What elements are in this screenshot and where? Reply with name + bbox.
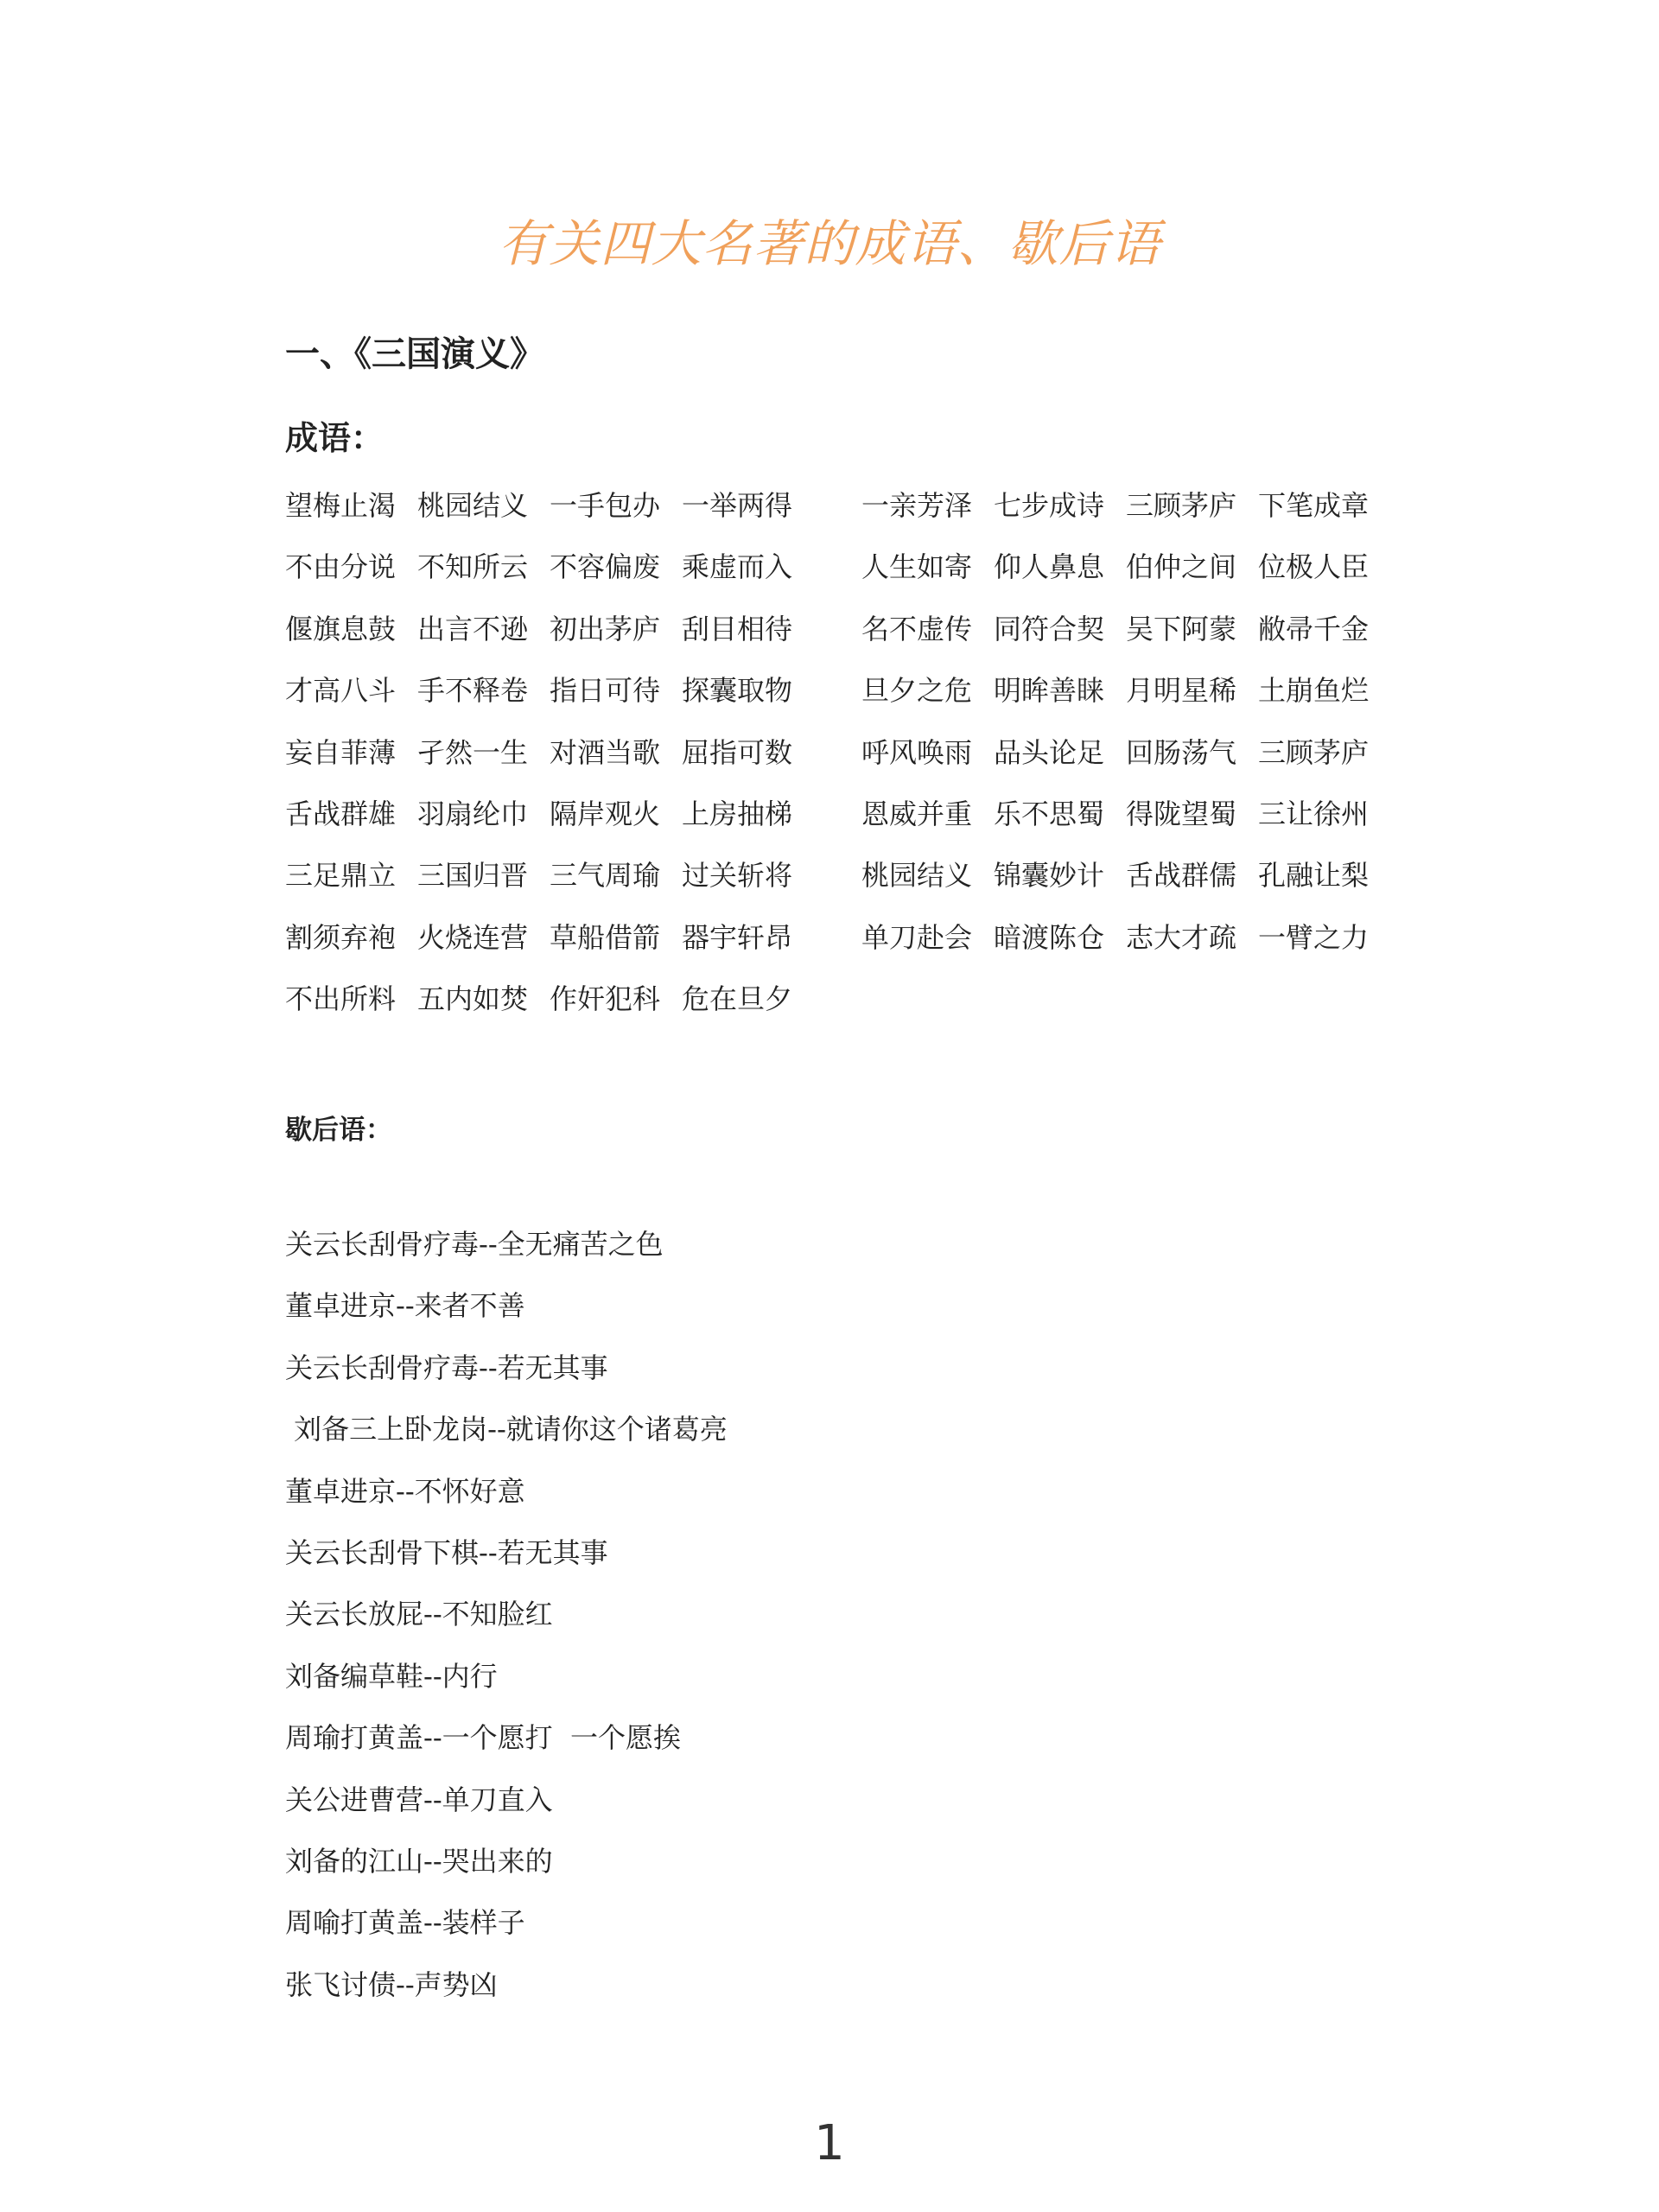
idiom: 不知所云 [417,550,529,584]
idiom-row [861,545,1390,607]
idiom: 三气周瑜 [550,859,661,893]
idiom: 旦夕之危 [861,674,973,708]
idiom: 羽扇纶巾 [417,797,529,830]
idiom: 七步成诗 [994,489,1105,522]
idiom: 刮目相待 [682,612,793,645]
idiom: 出言不逊 [417,612,529,645]
idiom: 名不虚传 [861,612,973,645]
idiom: 指日可待 [550,674,661,708]
idiom: 器宇轩昂 [682,920,793,954]
idiom: 手不释卷 [417,674,529,708]
idiom: 初出茅庐 [550,612,661,645]
idiom: 舌战群雄 [285,797,397,830]
document-title: 有关四大名著的成语、歇后语 [498,214,1161,273]
xiehouyu-item: 关云长刮骨下棋--若无其事 [285,1535,608,1569]
xiehouyu-item: 董卓进京--不怀好意 [285,1474,525,1508]
idiom: 割须弃袍 [285,920,397,954]
idiom: 人生如寄 [861,550,973,584]
idioms-heading: 成语： [285,419,385,457]
idiom: 草船借箭 [550,920,661,954]
idiom: 一举两得 [682,489,793,522]
xiehouyu-list [285,1223,728,2024]
idiom: 舌战群儒 [1126,859,1237,893]
idiom: 回肠荡气 [1126,735,1237,769]
idiom-row [861,731,1390,792]
idiom: 位极人臣 [1258,550,1370,584]
idiom-row [861,916,1390,977]
idiom: 吴下阿蒙 [1126,612,1237,645]
idiom: 品头论足 [994,735,1105,769]
idiom: 三顾茅庐 [1258,735,1370,769]
idiom: 三顾茅庐 [1126,489,1237,522]
idiom-row [285,484,814,545]
idiom: 孔融让梨 [1258,859,1370,893]
xiehouyu-item: 关云长刮骨疗毒--若无其事 [285,1351,608,1384]
idiom-list-right [861,484,1390,977]
idiom: 作奸犯科 [550,982,661,1016]
idiom-row [861,792,1390,854]
xiehouyu-item: 刘备编草鞋--内行 [285,1659,498,1693]
idiom: 不由分说 [285,550,397,584]
idiom: 土崩鱼烂 [1258,674,1370,708]
xiehouyu-item: 周瑜打黄盖--一个愿打 一个愿挨 [285,1721,681,1755]
idiom: 一手包办 [550,489,661,522]
idiom: 不出所料 [285,982,397,1016]
idiom-row [285,977,814,1039]
idiom: 桃园结义 [861,859,973,893]
idiom: 探囊取物 [682,674,793,708]
section-heading: 一、《三国演义》 [285,334,544,374]
idiom: 隔岸观火 [550,797,661,830]
idiom: 三足鼎立 [285,859,397,893]
idiom-row [285,607,814,669]
xiehouyu-item: 关云长放屁--不知脸红 [285,1598,553,1631]
xiehouyu-item: 关云长刮骨疗毒--全无痛苦之色 [285,1228,664,1261]
idiom: 妄自菲薄 [285,735,397,769]
idiom: 一亲芳泽 [861,489,973,522]
idiom-row [861,607,1390,669]
idiom: 恩威并重 [861,797,973,830]
idiom: 对酒当歌 [550,735,661,769]
idiom-row [861,854,1390,915]
idiom: 上房抽梯 [682,797,793,830]
idiom: 乐不思蜀 [994,797,1105,830]
xiehouyu-item: 周喻打黄盖--装样子 [285,1906,525,1940]
idiom: 明眸善睐 [994,674,1105,708]
idiom: 伯仲之间 [1126,550,1237,584]
page-number: 1 [814,2115,845,2171]
xiehouyu-item: 董卓进京--来者不善 [285,1289,525,1323]
idiom: 一臂之力 [1258,920,1370,954]
idiom: 过关斩将 [682,859,793,893]
idiom: 火烧连营 [417,920,529,954]
xiehouyu-item: 关公进曹营--单刀直入 [285,1783,553,1816]
idiom: 同符合契 [994,612,1105,645]
idiom: 三国归晋 [417,859,529,893]
idiom: 五内如焚 [417,982,529,1016]
idiom: 志大才疏 [1126,920,1237,954]
idiom-row [861,484,1390,545]
idiom: 暗渡陈仓 [994,920,1105,954]
xiehouyu-item: 张飞讨债--声势凶 [285,1967,498,2001]
idiom: 危在旦夕 [682,982,793,1016]
idiom: 敝帚千金 [1258,612,1370,645]
idiom: 单刀赴会 [861,920,973,954]
idiom: 呼风唤雨 [861,735,973,769]
idiom: 仰人鼻息 [994,550,1105,584]
xiehouyu-heading: 歇后语： [285,1115,392,1146]
idiom: 得陇望蜀 [1126,797,1237,830]
idiom-row [285,731,814,792]
idiom: 锦囊妙计 [994,859,1105,893]
idiom: 望梅止渴 [285,489,397,522]
idiom: 屈指可数 [682,735,793,769]
idiom: 孑然一生 [417,735,529,769]
idiom: 三让徐州 [1258,797,1370,830]
idiom: 月明星稀 [1126,674,1237,708]
idiom-row [285,854,814,915]
xiehouyu-item: 刘备的江山--哭出来的 [285,1844,553,1878]
idiom: 下笔成章 [1258,489,1370,522]
idiom-row [285,792,814,854]
idiom: 才高八斗 [285,674,397,708]
idiom-row [285,916,814,977]
idiom-list-left [285,484,814,1039]
idiom: 偃旗息鼓 [285,612,397,645]
idiom-row [285,669,814,730]
idiom-row [285,545,814,607]
idiom: 乘虚而入 [682,550,793,584]
idiom: 不容偏废 [550,550,661,584]
idiom: 桃园结义 [417,489,529,522]
idiom-row [861,669,1390,730]
xiehouyu-item: 刘备三上卧龙岗--就请你这个诸葛亮 [285,1413,728,1446]
